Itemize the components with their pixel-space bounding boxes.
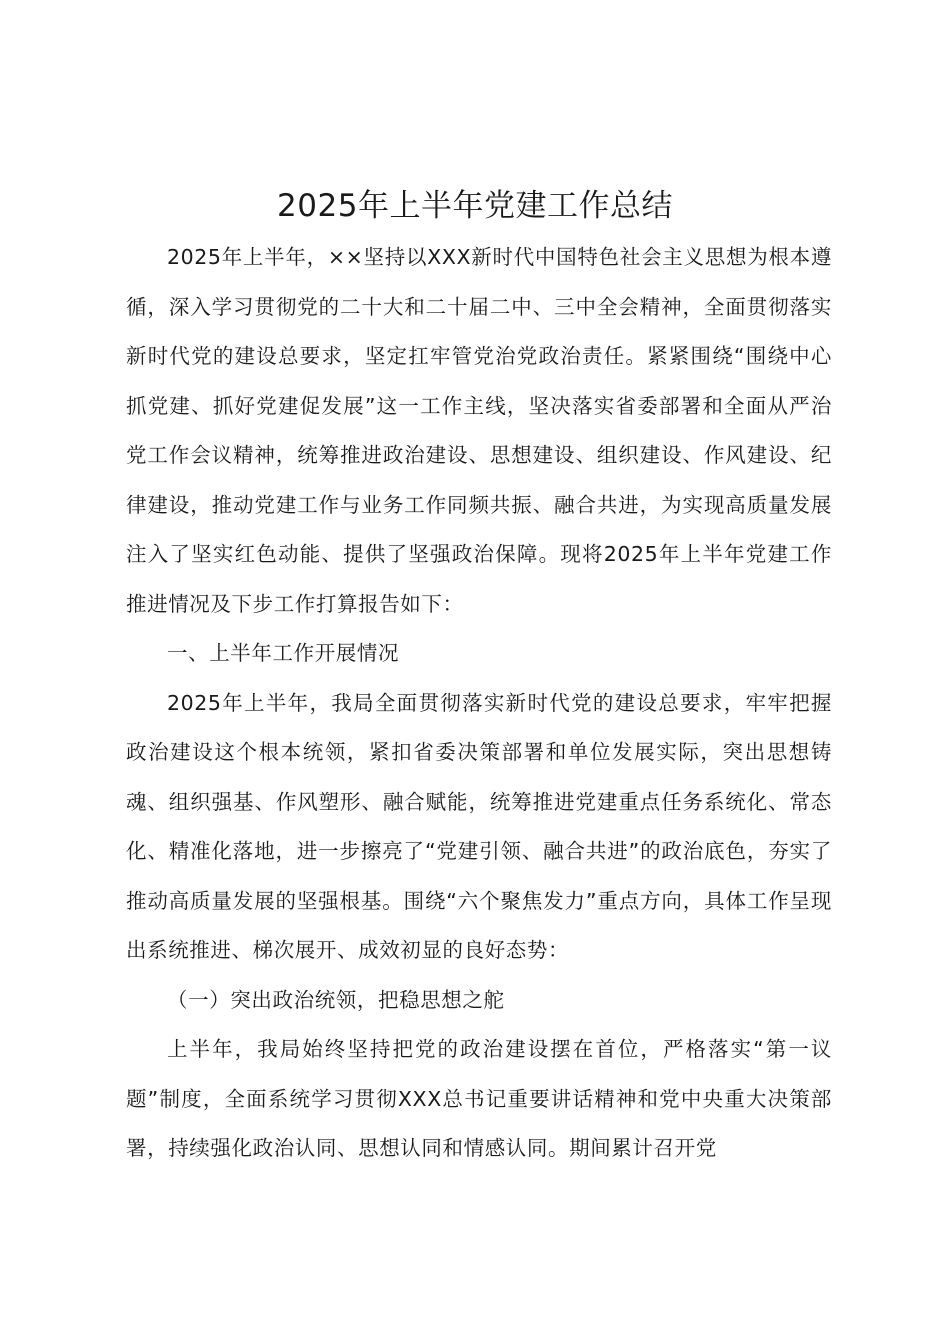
document-body <box>126 233 832 1174</box>
section-heading-1: 一、上半年工作开展情况 <box>167 641 400 665</box>
document-title: 2025年上半年党建工作总结 <box>277 188 673 224</box>
section-1-paragraph: 2025年上半年，我局全面贯彻落实新时代党的建设总要求，牢牢把握政治建设这个根本统领，紧扣省委决策部署和单位发展实际，突出思想铸魂、组织强基、作风塑形、融合赋能，统筹推进党建重点任务系统化、常态化、精准化落地，进一步擦亮了“党建引领、融合共进”的政治底色，夯实了推动高质量发展的坚强根基。围绕“六个聚焦发力”重点方向，具体工作呈现出系统推进、梯次展开、成效初显的良好态势： <box>126 690 832 962</box>
subsection-1-paragraph: 上半年，我局始终坚持把党的政治建设摆在首位，严格落实“第一议题”制度，全面系统学习贯彻XXX总书记重要讲话精神和党中央重大决策部署，持续强化政治认同、思想认同和情感认同。期间累计召开党 <box>126 1037 832 1160</box>
intro-paragraph: 2025年上半年，××坚持以XXX新时代中国特色社会主义思想为根本遵循，深入学习贯彻党的二十大和二十届二中、三中全会精神，全面贯彻落实新时代党的建设总要求，坚定扛牢管党治党政治责任。紧紧围绕“围绕中心抓党建、抓好党建促发展”这一工作主线，坚决落实省委部署和全面从严治党工作会议精神，统筹推进政治建设、思想建设、组织建设、作风建设、纪律建设，推动党建工作与业务工作同频共振、融合共进，为实现高质量发展注入了坚实红色动能、提供了坚强政治保障。现将2025年上半年党建工作推进情况及下步工作打算报告如下： <box>126 245 832 616</box>
subsection-heading-1: （一）突出政治统领，把稳思想之舵 <box>167 987 505 1012</box>
